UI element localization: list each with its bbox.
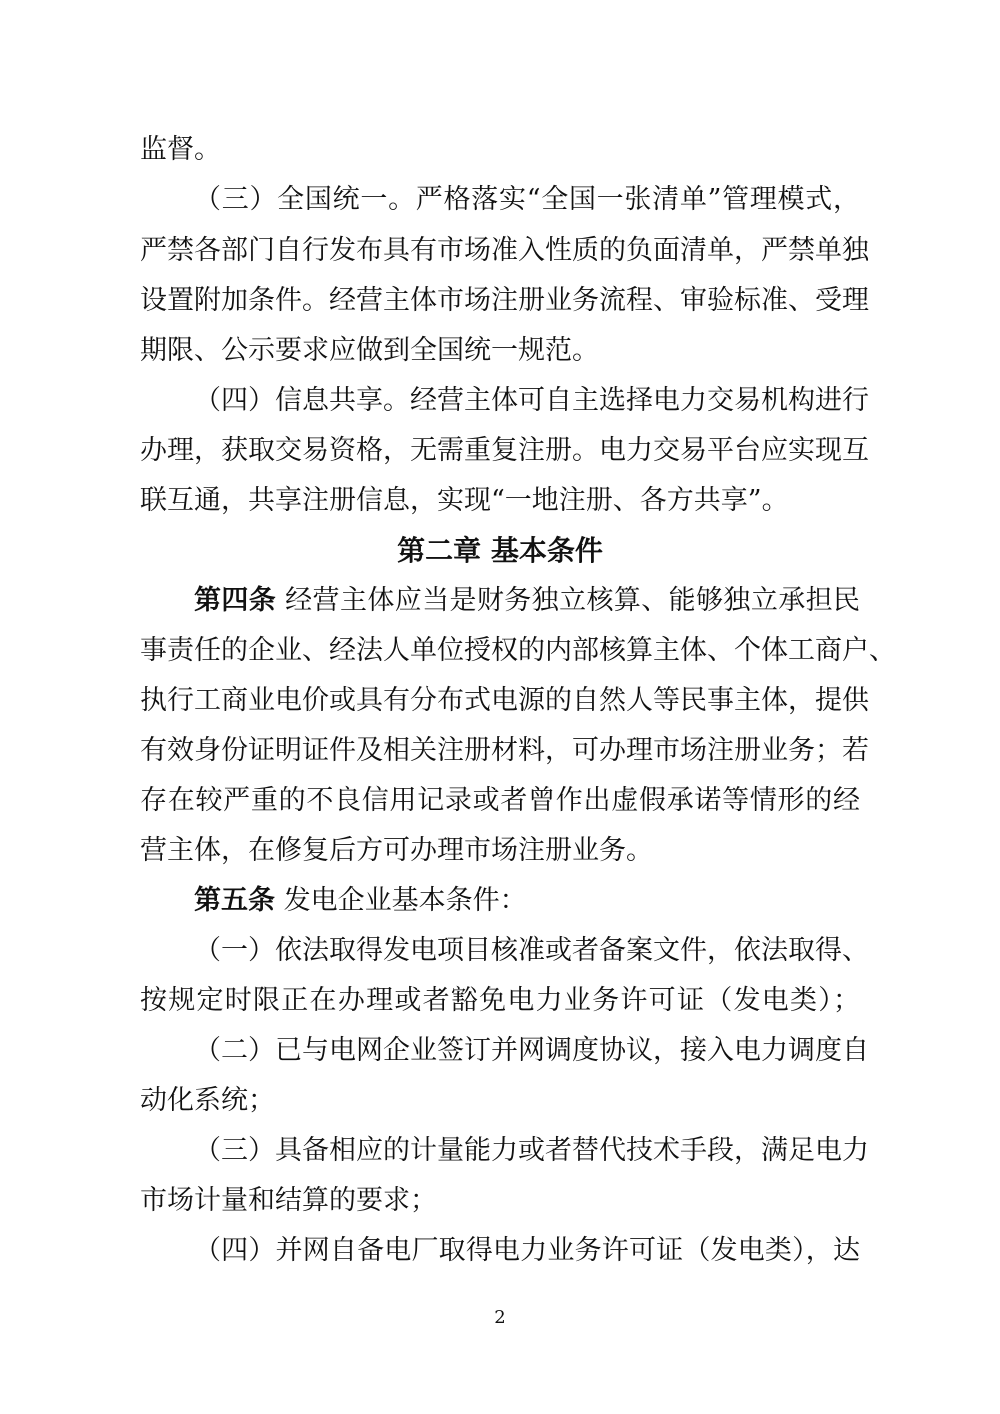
article-5-first-line [194,881,860,921]
article-4-first-line [194,581,860,621]
text-line: 严禁各部门自行发布具有市场准入性质的负面清单，严禁单独 [140,235,869,266]
text-line: （四）信息共享。经营主体可自主选择电力交易机构进行 [194,385,869,416]
text-line: （四）并网自备电厂取得电力业务许可证（发电类），达 [194,1235,860,1266]
text-line: 事责任的企业、经法人单位授权的内部核算主体、个体工商户、 [140,635,896,666]
text-line: 营主体，在修复后方可办理市场注册业务。 [140,835,653,866]
text-line: （三）全国统一。严格落实“全国一张清单”管理模式， [194,184,860,215]
chapter-heading: 第二章 基本条件 [397,534,603,567]
text-span: 经营主体应当是财务独立核算、能够独立承担民 [276,585,860,616]
text-line: （一）依法取得发电项目核准或者备案文件，依法取得、 [194,935,869,966]
text-line: （二）已与电网企业签订并网调度协议，接入电力调度自 [194,1035,869,1066]
text-line: 存在较严重的不良信用记录或者曾作出虚假承诺等情形的经 [140,785,860,816]
article-label: 第四条 [194,585,277,616]
text-line: 办理，获取交易资格，无需重复注册。电力交易平台应实现互 [140,435,869,466]
text-line: 期限、公示要求应做到全国统一规范。 [140,335,599,366]
page-number: 2 [494,1307,506,1328]
article-label: 第五条 [194,885,275,916]
text-line: 动化系统； [140,1085,275,1116]
text-line: 执行工商业电价或具有分布式电源的自然人等民事主体，提供 [140,685,869,716]
text-line: 有效身份证明证件及相关注册材料，可办理市场注册业务；若 [140,735,869,766]
text-line: 监督。 [140,134,221,165]
text-span: 发电企业基本条件： [275,885,527,916]
text-line: 联互通，共享注册信息，实现“一地注册、各方共享”。 [140,485,789,516]
text-line: 设置附加条件。经营主体市场注册业务流程、审验标准、受理 [140,285,869,316]
text-line: 按规定时限正在办理或者豁免电力业务许可证（发电类）； [140,985,860,1016]
text-line: （三）具备相应的计量能力或者替代技术手段，满足电力 [194,1135,869,1166]
text-line: 市场计量和结算的要求； [140,1185,437,1216]
